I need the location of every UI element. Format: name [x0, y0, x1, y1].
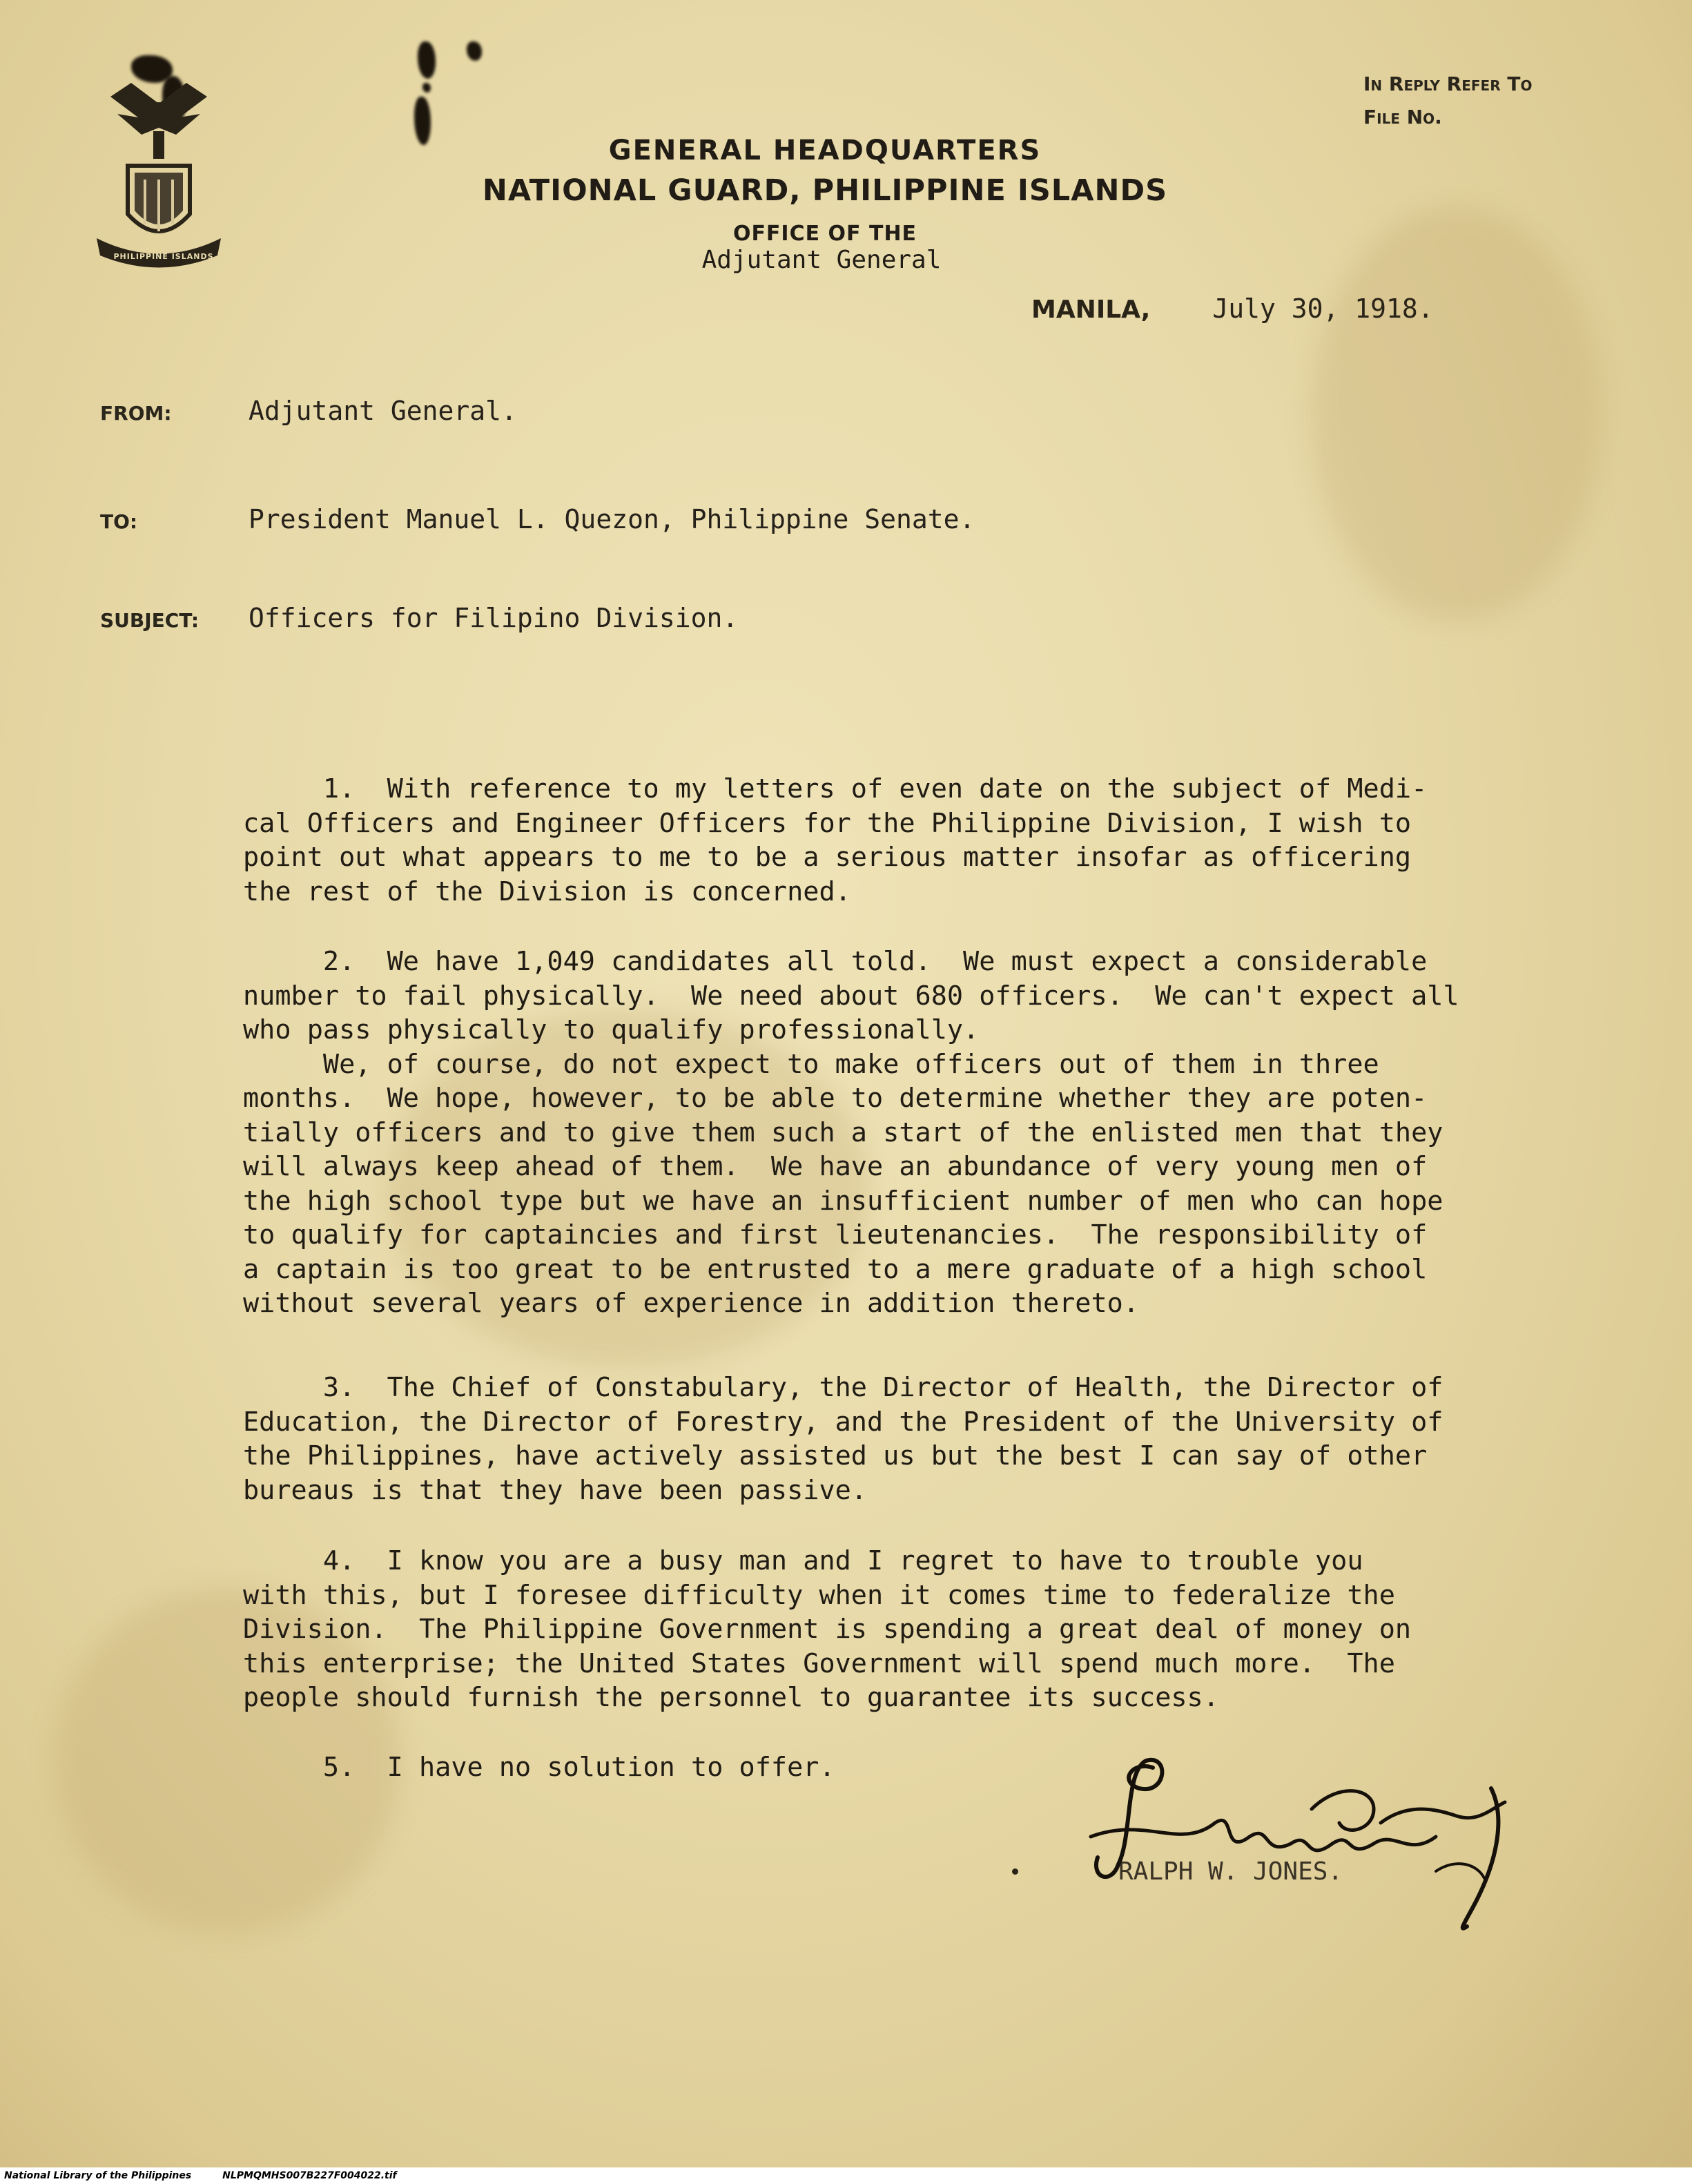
subject-label: SUBJECT:: [100, 609, 200, 632]
letterhead: [414, 135, 1243, 274]
seal-ribbon-text: PHILIPPINE ISLANDS: [113, 252, 214, 261]
burn-mark: [467, 41, 482, 61]
paragraph-1: 1. With reference to my letters of even date on the subject of Medi- cal Officers and Engineer Officers for the Philippine Division, I wish to point out what appears to me to be a serious matter insofar as officering the rest of the Division is concerned.: [243, 773, 1428, 907]
subject-field: [100, 603, 738, 633]
from-label: FROM:: [100, 402, 172, 425]
to-field: [100, 504, 975, 534]
place-date: [1031, 293, 1434, 324]
letterhead-office: OFFICE OF THE: [732, 222, 917, 246]
subject-value: Officers for Filipino Division.: [249, 603, 739, 633]
reply-refer-box: [1363, 68, 1532, 134]
paragraph-5: 5. I have no solution to offer.: [243, 1752, 835, 1783]
file-identifier: NLPMQMHS007B227F004022.tif: [222, 2170, 397, 2181]
handwritten-signature: [1049, 1740, 1519, 1947]
to-value: President Manuel L. Quezon, Philippine Senate.: [249, 504, 975, 534]
paragraph-4: 4. I know you are a busy man and I regret to have to trouble you with this, but I foresee difficulty when it comes time to federalize the Division. The Philippine Government is spending a great deal of money on this enterprise; the United States Government will spend much more. The people should furnish the personnel to guarantee its success.: [243, 1545, 1412, 1713]
letterhead-organization: NATIONAL GUARD, PHILIPPINE ISLANDS: [482, 173, 1168, 208]
national-guard-seal-icon: [90, 69, 228, 276]
paragraph-3: 3. The Chief of Constabulary, the Director of Health, the Director of Education, the Director of Forestry, and the President of the University of the Philippines, have actively assisted us but the best I can say of other bureaus is that they have been passive.: [243, 1372, 1443, 1506]
paper-stain: [1312, 207, 1602, 621]
archive-footer: [0, 2167, 1692, 2184]
from-value: Adjutant General.: [249, 396, 517, 426]
paragraph-2: 2. We have 1,049 candidates all told. We must expect a considerable number to fail physically. We need about 680 officers. We can't expect all who pass physically to qualify professionally. We, of course, do not expect to make officers out of them in three months. We hope, however, to be able to determine whether they are poten- tially officers and to give them such a start of the enlisted men that they will always keep ahead of them. We have an abundance of very young men of the high school type but we have an insufficient number of men who can hope to qualify for captaincies and first lieutenancies. The responsibility of a captain is too great to be entrusted to a mere graduate of a high school without several years of experience in addition thereto.: [243, 946, 1459, 1319]
signer-name: RALPH W. JONES.: [1118, 1857, 1343, 1886]
letterhead-headquarters: GENERAL HEADQUARTERS: [608, 135, 1042, 166]
place-city: MANILA,: [1031, 296, 1151, 324]
letter-date: July 30, 1918.: [1212, 293, 1434, 324]
to-label: TO:: [100, 510, 138, 533]
letterhead-office-name: Adjutant General: [701, 246, 942, 274]
from-field: [100, 396, 517, 426]
library-credit: National Library of the Philippines: [4, 2170, 192, 2181]
burn-mark: [418, 41, 436, 79]
file-number-line: File No.: [1363, 106, 1442, 128]
ink-dot: [1012, 1868, 1018, 1875]
burn-mark: [422, 83, 431, 93]
reply-refer-line: In Reply Refer To: [1363, 73, 1533, 95]
